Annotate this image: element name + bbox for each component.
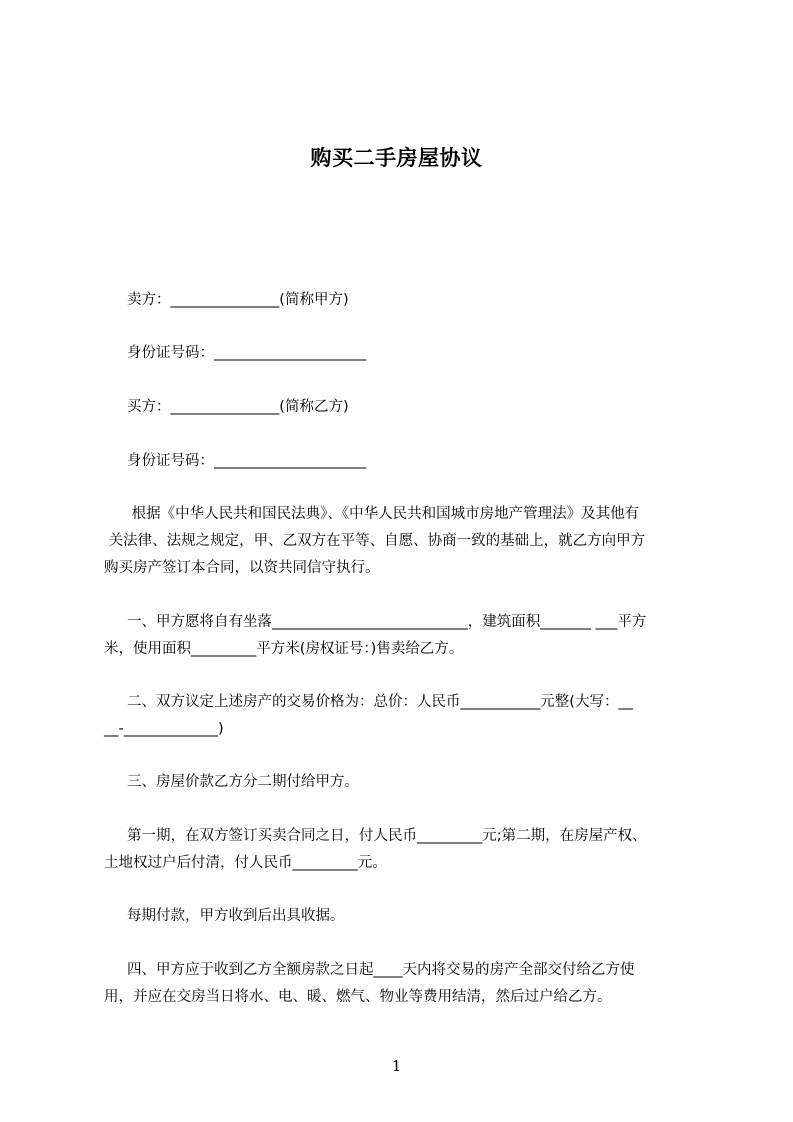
preamble-line-2: 关法律、法规之规定，甲、乙双方在平等、自愿、协商一致的基础上，就乙方向甲方: [104, 533, 646, 549]
page-number: 1: [391, 1057, 402, 1075]
preamble-line-1: 根据《中华人民共和国民法典》、《中华人民共和国城市房地产管理法》及其他有: [104, 506, 640, 522]
installment-line-1: 第一期，在双方签订买卖合同之日，付人民币_________元;第二期，在房屋产权、: [104, 828, 647, 844]
clause-2-line-1: 二、双方议定上述房产的交易价格为：总价：人民币___________元整(大写：__: [104, 694, 633, 710]
preamble-line-3: 购买房产签订本合同，以资共同信守执行。: [104, 560, 380, 576]
receipt-line: 每期付款，甲方收到后出具收据。: [104, 908, 345, 924]
clause-4-line-1: 四、甲方应于收到乙方全额房款之日起____天内将交易的房产全部交付给乙方使: [104, 962, 635, 978]
clause-3-line: 三、房屋价款乙方分二期付给甲方。: [104, 774, 360, 790]
installment-line-2: 土地权过户后付清，付人民币_________元。: [104, 855, 387, 871]
seller-line: 卖方：_______________(简称甲方): [104, 292, 349, 308]
clause-1-line-1: 一、甲方愿将自有坐落___________________________，建筑面积_______ ___平方: [104, 614, 647, 630]
buyer-line: 买方：_______________(简称乙方): [104, 399, 349, 415]
clause-2-line-2: __-_____________): [104, 721, 224, 737]
clause-4-line-2: 用，并应在交房当日将水、电、暖、燃气、物业等费用结清，然后过户给乙方。: [104, 989, 612, 1005]
document-title: 购买二手房屋协议: [310, 146, 483, 170]
seller-id-line: 身份证号码：_____________________: [104, 345, 367, 361]
buyer-id-line: 身份证号码：_____________________: [104, 453, 367, 469]
clause-1-line-2: 米，使用面积_________平方米(房权证号：)售卖给乙方。: [104, 641, 464, 657]
